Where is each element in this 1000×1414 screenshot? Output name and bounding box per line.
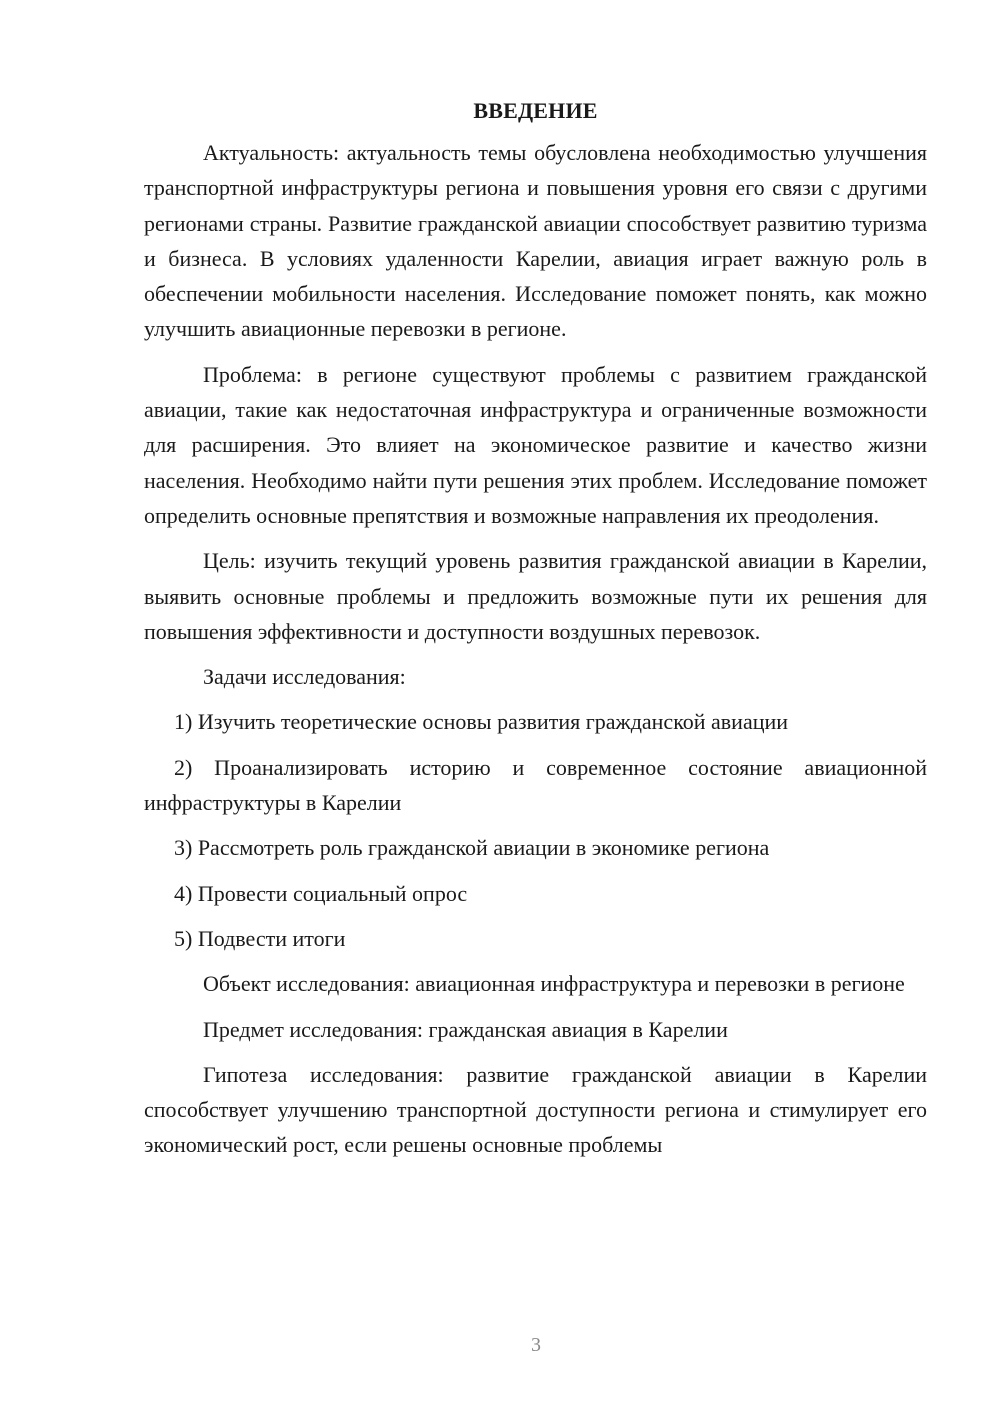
paragraph-hypothesis: Гипотеза исследования: развитие гражданской авиации в Карелии способствует улучшению транспортной доступности региона и стимулирует его экономический рост, если решены основные проблемы bbox=[144, 1061, 927, 1158]
task-item-3: 3) Рассмотреть роль гражданской авиации в экономике региона bbox=[174, 835, 770, 861]
page-number: 3 bbox=[531, 1334, 541, 1356]
paragraph-relevance: Актуальность: актуальность темы обусловлена необходимостью улучшения транспортной инфраструктуры региона и повышения уровня его связи с другими регионами страны. Развитие гражданской авиации способствует развитию туризма и бизнеса. В условиях удаленности Карелии, авиация играет важную роль в обеспечении мобильности населения. Исследование поможет понять, как можно улучшить авиационные перевозки в регионе. bbox=[144, 140, 927, 342]
task-item-2: 2) Проанализировать историю и современное состояние авиационной инфраструктуры в Карелии bbox=[144, 754, 927, 816]
paragraph-problem: Проблема: в регионе существуют проблемы с развитием гражданской авиации, такие как недостаточная инфраструктура и ограниченные возможности для расширения. Это влияет на экономическое развитие и качество жизни населения. Необходимо найти пути решения этих проблем. Исследование поможет определить основные препятствия и возможные направления их преодоления. bbox=[144, 361, 927, 528]
paragraph-subject: Предмет исследования: гражданская авиация в Карелии bbox=[203, 1016, 728, 1042]
document-page bbox=[144, 93, 927, 1163]
task-item-5: 5) Подвести итоги bbox=[174, 925, 346, 951]
task-item-4: 4) Провести социальный опрос bbox=[174, 880, 468, 906]
task-item-1: 1) Изучить теоретические основы развития гражданской авиации bbox=[174, 709, 789, 735]
tasks-heading: Задачи исследования: bbox=[203, 664, 406, 690]
page-title: ВВЕДЕНИЕ bbox=[473, 98, 598, 123]
paragraph-goal: Цель: изучить текущий уровень развития гражданской авиации в Карелии, выявить основные проблемы и предложить возможные пути их решения для повышения эффективности и доступности воздушных перевозок. bbox=[144, 548, 927, 644]
paragraph-object: Объект исследования: авиационная инфраструктура и перевозки в регионе bbox=[203, 971, 905, 997]
